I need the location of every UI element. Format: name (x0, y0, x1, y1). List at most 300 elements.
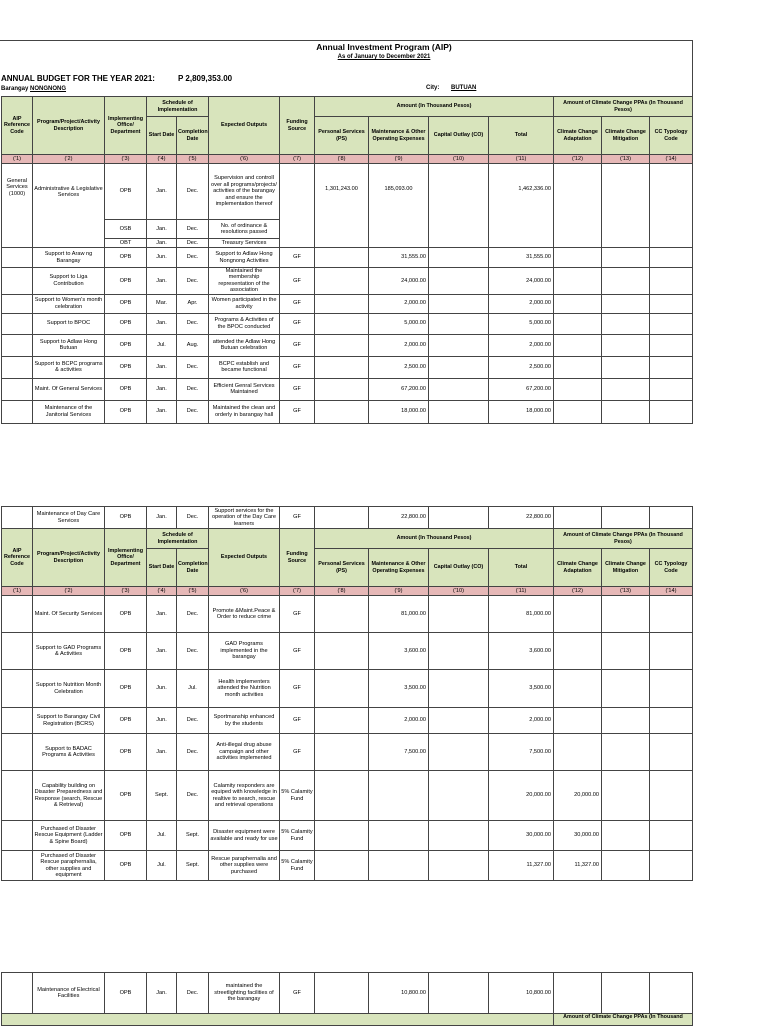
fund-cell: GF (280, 973, 315, 1014)
mooe-cell: 67,200.00 (369, 378, 429, 400)
ccm-cell (602, 400, 650, 423)
aip-ref-code (2, 400, 33, 423)
total-cell: 30,000.00 (489, 821, 554, 851)
start-cell: Jan. (147, 164, 177, 220)
output-cell: Programs & Activities of the BPOC conducted (209, 313, 280, 334)
index-cell: ('12) (554, 155, 602, 164)
mooe-cell: 24,000.00 (369, 268, 429, 295)
ccm-cell (602, 708, 650, 734)
index-cell: ('11) (489, 155, 554, 164)
index-cell: ('14) (650, 587, 693, 596)
ppa-description: Support to BPOC (33, 313, 105, 334)
ppa-description: Support to Nutrition Month Celebration (33, 670, 105, 708)
mooe-cell: 22,800.00 (369, 507, 429, 529)
cca-cell: 11,327.00 (554, 851, 602, 881)
col-schedule: Schedule of Implementation (147, 529, 209, 549)
aip-ref-code (2, 294, 33, 313)
ps-cell (315, 670, 369, 708)
fund-cell (280, 164, 315, 248)
col-aip-ref: AIP Reference Code (2, 529, 33, 587)
index-cell: ('13) (602, 587, 650, 596)
co-cell (429, 507, 489, 529)
aip-ref-code (2, 973, 33, 1014)
cc-code-cell (650, 334, 693, 356)
col-amount: Amount (In Thousand Pesos) (315, 529, 554, 549)
fund-cell: GF (280, 507, 315, 529)
barangay-label: Barangay (1, 86, 29, 92)
office-cell: OPB (105, 164, 147, 220)
fund-cell: GF (280, 268, 315, 295)
ppa-description: Support to Barangay Civil Registration (BCRS) (33, 708, 105, 734)
aip-ref-code (2, 507, 33, 529)
ps-cell (315, 248, 369, 268)
ps-cell (315, 633, 369, 670)
ps-cell (315, 596, 369, 633)
cc-code-cell (650, 356, 693, 378)
col-start: Start Date (147, 117, 177, 155)
output-cell: Women participated in the activity (209, 294, 280, 313)
col-aip-ref: AIP Reference Code (2, 97, 33, 155)
aip-ref-code (2, 851, 33, 881)
office-cell: OPB (105, 851, 147, 881)
mooe-cell: 5,000.00 (369, 313, 429, 334)
output-cell: Maintained the membership representation of the association (209, 268, 280, 295)
city-value: BUTUAN (451, 85, 477, 91)
aip-ref-code (2, 670, 33, 708)
cca-cell (554, 596, 602, 633)
co-cell (429, 313, 489, 334)
ps-cell (315, 356, 369, 378)
cc-code-cell (650, 771, 693, 821)
co-cell (429, 596, 489, 633)
table-row (2, 596, 693, 633)
column-index-row (2, 587, 693, 596)
col-funding: Funding Source (280, 97, 315, 155)
col-start: Start Date (147, 549, 177, 587)
end-cell: Dec. (177, 356, 209, 378)
col-cc-amount: Amount of Climate Change PPAs (In Thousand Pesos) (554, 529, 693, 549)
total-cell: 24,000.00 (489, 268, 554, 295)
index-cell: ('13) (602, 155, 650, 164)
cca-cell (554, 313, 602, 334)
col-ppa: Program/Project/Activity Description (33, 97, 105, 155)
index-cell: ('11) (489, 587, 554, 596)
start-cell: Jun. (147, 708, 177, 734)
total-cell: 3,600.00 (489, 633, 554, 670)
col-outputs: Expected Outputs (209, 97, 280, 155)
ppa-description: Purchased of Disaster Rescue paraphernalia, other supplies and equipment (33, 851, 105, 881)
index-cell: ('2) (33, 155, 105, 164)
cca-cell: 20,000.00 (554, 771, 602, 821)
col-cc-amount: Amount of Climate Change PPAs (In Thousand Pesos) (554, 97, 693, 117)
output-cell: Sportmanship enhanced by the students (209, 708, 280, 734)
budget-value: P 2,809,353.00 (178, 74, 233, 83)
cca-cell (554, 334, 602, 356)
ccm-cell (602, 334, 650, 356)
office-cell: OPB (105, 356, 147, 378)
ccm-cell (602, 313, 650, 334)
ps-cell (315, 294, 369, 313)
total-cell: 22,800.00 (489, 507, 554, 529)
ps-cell: 1,301,243.00 (315, 164, 369, 248)
fund-cell: GF (280, 248, 315, 268)
ppa-description: Support to BADAC Programs & Activities (33, 734, 105, 771)
col-cc-code: CC Typology Code (650, 549, 693, 587)
office-cell: OPB (105, 670, 147, 708)
index-cell: ('3) (105, 155, 147, 164)
output-cell: Support to Adlaw Hong Nongnong Activities (209, 248, 280, 268)
cca-cell (554, 248, 602, 268)
cc-code-cell (650, 851, 693, 881)
table-row (2, 821, 693, 851)
start-cell: Jul. (147, 821, 177, 851)
ppa-description: Maintenance of Electrical Facilities (33, 973, 105, 1014)
col-cc-amount: Amount of Climate Change PPAs (In Thousand (554, 1014, 693, 1026)
index-cell: ('14) (650, 155, 693, 164)
total-cell: 2,000.00 (489, 294, 554, 313)
co-cell (429, 708, 489, 734)
ps-cell (315, 973, 369, 1014)
ppa-description: Maint. Of Security Services (33, 596, 105, 633)
start-cell: Mar. (147, 294, 177, 313)
table-row (2, 334, 693, 356)
ccm-cell (602, 633, 650, 670)
ppa-description: Maintenance of Day Care Services (33, 507, 105, 529)
cc-code-cell (650, 294, 693, 313)
ps-cell (315, 734, 369, 771)
aip-title: Annual Investment Program (AIP) (316, 42, 452, 52)
mooe-cell: 2,000.00 (369, 294, 429, 313)
aip-ref-code (2, 633, 33, 670)
index-cell: ('8) (315, 587, 369, 596)
aip-ref-code (2, 268, 33, 295)
office-cell: OPB (105, 771, 147, 821)
ccm-cell (602, 973, 650, 1014)
co-cell (429, 821, 489, 851)
total-cell: 3,500.00 (489, 670, 554, 708)
ps-cell (315, 708, 369, 734)
barangay-line (1, 86, 66, 92)
cc-code-cell (650, 268, 693, 295)
ccm-cell (602, 248, 650, 268)
aip-ref-code (2, 334, 33, 356)
start-cell: Jan. (147, 400, 177, 423)
ps-cell (315, 400, 369, 423)
mooe-cell: 2,500.00 (369, 356, 429, 378)
cc-code-cell (650, 378, 693, 400)
output-cell: Efficient Genral Services Maintained (209, 378, 280, 400)
output-cell: Calamity responders are equiped with knowledge in realtive to search, rescue and retrieval operations (209, 771, 280, 821)
table-row (2, 851, 693, 881)
table-row (2, 507, 693, 529)
end-cell: Dec. (177, 734, 209, 771)
output-cell: Disaster equipment were available and ready for use (209, 821, 280, 851)
col-ppa: Program/Project/Activity Description (33, 529, 105, 587)
table-row (2, 670, 693, 708)
index-cell: ('7) (280, 587, 315, 596)
end-cell: Aug. (177, 334, 209, 356)
index-cell: ('6) (209, 155, 280, 164)
aip-ref-code (2, 734, 33, 771)
col-completion: Completion Date (177, 117, 209, 155)
fund-cell: GF (280, 294, 315, 313)
co-cell (429, 164, 489, 248)
end-cell: Dec. (177, 400, 209, 423)
start-cell: Jan. (147, 268, 177, 295)
cca-cell (554, 670, 602, 708)
end-cell: Dec. (177, 771, 209, 821)
ccm-cell (602, 851, 650, 881)
index-cell: ('10) (429, 587, 489, 596)
total-cell: 2,000.00 (489, 334, 554, 356)
aip-ref-code (2, 596, 33, 633)
co-cell (429, 378, 489, 400)
ps-cell (315, 334, 369, 356)
co-cell (429, 248, 489, 268)
ppa-description: Maintenance of the Janitorial Services (33, 400, 105, 423)
mooe-cell (369, 821, 429, 851)
start-cell: Jul. (147, 334, 177, 356)
end-cell: Dec. (177, 708, 209, 734)
cc-code-cell (650, 248, 693, 268)
co-cell (429, 734, 489, 771)
col-cc-code: CC Typology Code (650, 117, 693, 155)
output-cell: Promote &Maint.Peace & Order to reduce crime (209, 596, 280, 633)
co-cell (429, 268, 489, 295)
output-cell: Supervision and controll over all programs/projects/ activities of the barangay and ensure the implementation thereof (209, 164, 280, 220)
aip-ref-code (2, 356, 33, 378)
ps-cell (315, 821, 369, 851)
ppa-description: Support to Adlaw Hong Butuan (33, 334, 105, 356)
start-cell: Jan. (147, 356, 177, 378)
end-cell: Dec. (177, 313, 209, 334)
office-cell: OPB (105, 507, 147, 529)
output-cell: Treasury Services (209, 239, 280, 248)
end-cell: Dec. (177, 973, 209, 1014)
office-cell: OPB (105, 973, 147, 1014)
col-total: Total (489, 549, 554, 587)
office-cell: OPB (105, 294, 147, 313)
mooe-cell: 185,093.00 (369, 164, 429, 248)
end-cell: Dec. (177, 596, 209, 633)
ps-cell (315, 378, 369, 400)
ccm-cell (602, 507, 650, 529)
index-cell: ('9) (369, 587, 429, 596)
fund-cell: GF (280, 334, 315, 356)
ps-cell (315, 851, 369, 881)
office-cell: OPB (105, 708, 147, 734)
index-cell: ('3) (105, 587, 147, 596)
col-funding: Funding Source (280, 529, 315, 587)
cc-code-cell (650, 164, 693, 248)
ppa-description: Support to BCPC programs & activities (33, 356, 105, 378)
office-cell: OPB (105, 821, 147, 851)
aip-ref-code (2, 821, 33, 851)
start-cell: Jan. (147, 507, 177, 529)
fund-cell: GF (280, 596, 315, 633)
office-cell: OSB (105, 220, 147, 239)
end-cell: Dec. (177, 378, 209, 400)
ppa-description: Capability building on Disaster Preparedness and Response (search, Rescue & Retrieval) (33, 771, 105, 821)
index-cell: ('6) (209, 587, 280, 596)
table-row (2, 248, 693, 268)
start-cell: Jul. (147, 851, 177, 881)
start-cell: Jan. (147, 734, 177, 771)
fund-cell: GF (280, 378, 315, 400)
aip-table-3 (1, 972, 693, 1026)
table-row (2, 356, 693, 378)
aip-table-1 (1, 96, 693, 424)
office-cell: OPB (105, 734, 147, 771)
index-cell: ('4) (147, 587, 177, 596)
ps-cell (315, 507, 369, 529)
ccm-cell (602, 596, 650, 633)
end-cell: Apr. (177, 294, 209, 313)
table-row (2, 268, 693, 295)
start-cell: Jun. (147, 248, 177, 268)
output-cell: attended the Adlaw Hong Butuan celebration (209, 334, 280, 356)
cc-code-cell (650, 507, 693, 529)
end-cell: Sept. (177, 851, 209, 881)
fund-cell: 5% Calamity Fund (280, 851, 315, 881)
index-cell: ('5) (177, 587, 209, 596)
table-row (2, 633, 693, 670)
col-mooe: Maintenance & Other Operating Expenses (369, 117, 429, 155)
aip-table-2 (1, 506, 693, 881)
mooe-cell: 2,000.00 (369, 334, 429, 356)
co-cell (429, 771, 489, 821)
cc-code-cell (650, 400, 693, 423)
total-cell: 20,000.00 (489, 771, 554, 821)
barangay-value: NONGNONG (30, 86, 67, 92)
end-cell: Dec. (177, 268, 209, 295)
cc-code-cell (650, 313, 693, 334)
col-co: Capital Outlay (CO) (429, 549, 489, 587)
total-cell: 2,500.00 (489, 356, 554, 378)
total-cell: 2,000.00 (489, 708, 554, 734)
cca-cell: 30,000.00 (554, 821, 602, 851)
ppa-description: Support to Araw ng Barangay (33, 248, 105, 268)
fund-cell: GF (280, 356, 315, 378)
index-cell: ('9) (369, 155, 429, 164)
index-cell: ('12) (554, 587, 602, 596)
start-cell: Jun. (147, 670, 177, 708)
office-cell: OPB (105, 334, 147, 356)
col-ps: Personal Services (PS) (315, 549, 369, 587)
index-cell: ('5) (177, 155, 209, 164)
co-cell (429, 670, 489, 708)
office-cell: OPB (105, 248, 147, 268)
ppa-description: Administrative & Legislative Services (33, 164, 105, 248)
total-cell: 31,555.00 (489, 248, 554, 268)
index-cell: ('1) (2, 155, 33, 164)
fund-cell: GF (280, 313, 315, 334)
ccm-cell (602, 356, 650, 378)
end-cell: Dec. (177, 239, 209, 248)
cc-code-cell (650, 973, 693, 1014)
cca-cell (554, 973, 602, 1014)
ccm-cell (602, 268, 650, 295)
total-cell: 18,000.00 (489, 400, 554, 423)
cca-cell (554, 708, 602, 734)
cc-code-cell (650, 633, 693, 670)
col-office: Implementing Office/ Department (105, 529, 147, 587)
col-completion: Completion Date (177, 549, 209, 587)
co-cell (429, 851, 489, 881)
cc-code-cell (650, 596, 693, 633)
office-cell: OBT (105, 239, 147, 248)
co-cell (429, 400, 489, 423)
ppa-description: Maint. Of General Services (33, 378, 105, 400)
mooe-cell: 3,600.00 (369, 633, 429, 670)
total-cell: 1,462,336.00 (489, 164, 554, 248)
col-mooe: Maintenance & Other Operating Expenses (369, 549, 429, 587)
start-cell: Jan. (147, 973, 177, 1014)
output-cell: Maintained the clean and orderly in barangay hall (209, 400, 280, 423)
ps-cell (315, 313, 369, 334)
start-cell: Jan. (147, 596, 177, 633)
col-amount: Amount (In Thousand Pesos) (315, 97, 554, 117)
start-cell: Jan. (147, 220, 177, 239)
cc-code-cell (650, 734, 693, 771)
total-cell: 7,500.00 (489, 734, 554, 771)
total-cell: 10,800.00 (489, 973, 554, 1014)
mooe-cell: 10,800.00 (369, 973, 429, 1014)
total-cell: 11,327.00 (489, 851, 554, 881)
cca-cell (554, 633, 602, 670)
end-cell: Dec. (177, 164, 209, 220)
aip-ref-code: General Services (1000) (2, 164, 33, 248)
start-cell: Jan. (147, 313, 177, 334)
cca-cell (554, 294, 602, 313)
office-cell: OPB (105, 596, 147, 633)
table-row (2, 771, 693, 821)
ps-cell (315, 771, 369, 821)
aip-subtitle: As of January to December 2021 (337, 54, 431, 60)
total-cell: 81,000.00 (489, 596, 554, 633)
aip-ref-code (2, 708, 33, 734)
office-cell: OPB (105, 268, 147, 295)
col-ccm: Climate Change Mitigation (602, 117, 650, 155)
ps-cell (315, 268, 369, 295)
mooe-cell: 7,500.00 (369, 734, 429, 771)
ppa-description: Support to GAD Programs & Activities (33, 633, 105, 670)
index-cell: ('1) (2, 587, 33, 596)
ppa-description: Support to Liga Contribution (33, 268, 105, 295)
mooe-cell: 81,000.00 (369, 596, 429, 633)
ccm-cell (602, 670, 650, 708)
output-cell: Support services for the operation of the Day Care learners (209, 507, 280, 529)
output-cell: Rescue paraphernalia and other supplies were purchased (209, 851, 280, 881)
start-cell: Sept. (147, 771, 177, 821)
index-cell: ('10) (429, 155, 489, 164)
col-total: Total (489, 117, 554, 155)
index-cell: ('7) (280, 155, 315, 164)
ccm-cell (602, 821, 650, 851)
cca-cell (554, 268, 602, 295)
office-cell: OPB (105, 633, 147, 670)
total-cell: 5,000.00 (489, 313, 554, 334)
cca-cell (554, 400, 602, 423)
aip-ref-code (2, 248, 33, 268)
output-cell: GAD Programs implemented in the barangay (209, 633, 280, 670)
fund-cell: 5% Calamity Fund (280, 771, 315, 821)
index-cell: ('8) (315, 155, 369, 164)
end-cell: Dec. (177, 633, 209, 670)
cc-code-cell (650, 708, 693, 734)
budget-label: ANNUAL BUDGET FOR THE YEAR 2021: (1, 74, 155, 83)
mooe-cell: 2,000.00 (369, 708, 429, 734)
